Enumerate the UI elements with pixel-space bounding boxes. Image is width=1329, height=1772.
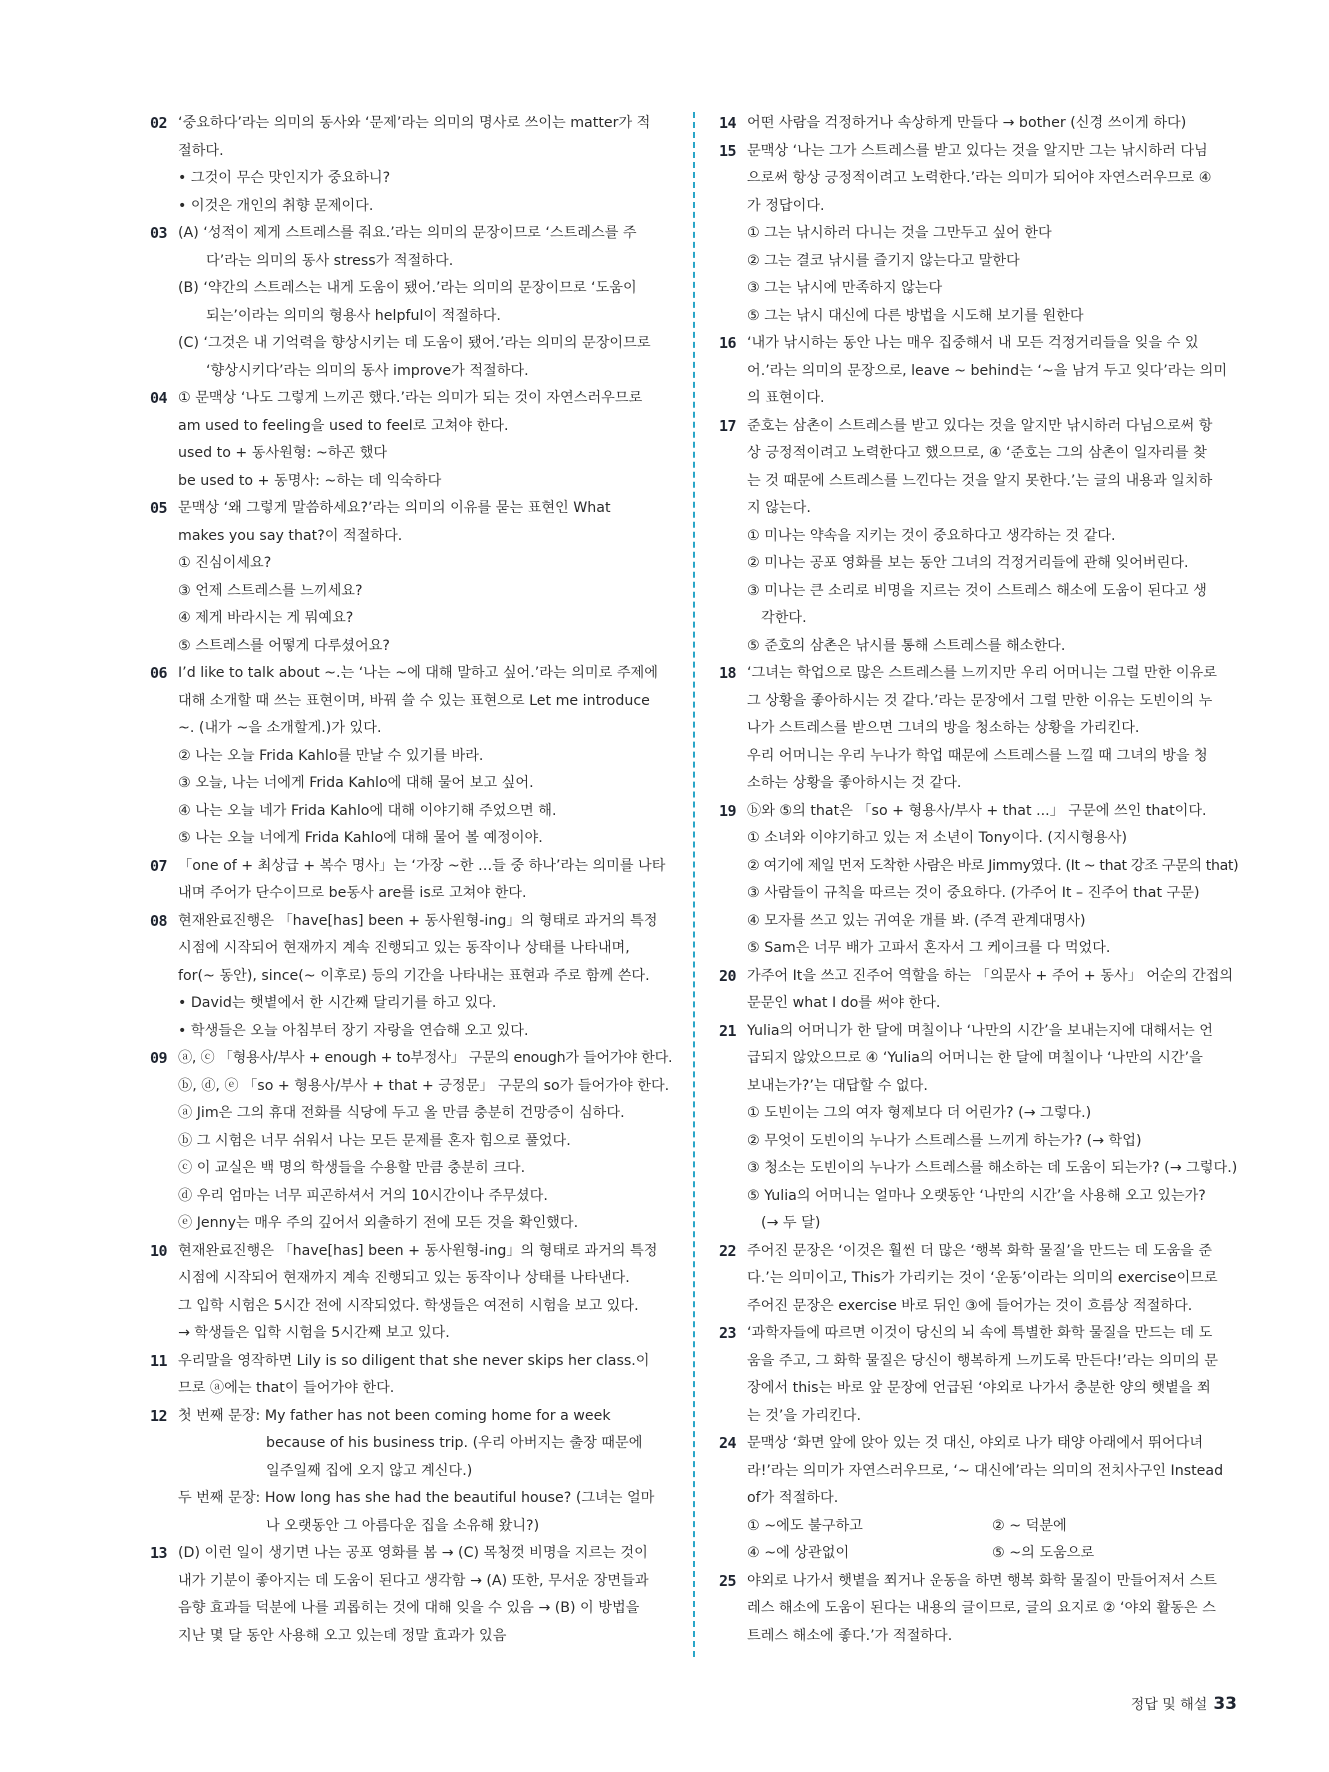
- explanation-line: 트레스 해소에 좋다.’가 적절하다.: [747, 1627, 953, 1644]
- explanation-line: 대해 소개할 때 쓰는 표현이며, 바꿔 쓸 수 있는 표현으로 Let me introduce: [178, 692, 650, 709]
- explanation-line: 장에서 this는 바로 앞 문장에 언급된 ‘야외로 나가서 충분한 양의 햇볕을 쬐: [747, 1380, 1211, 1396]
- answer-item: [150, 1348, 675, 1403]
- explanation-line: 현재완료진행은 「have[has] been + 동사원형-ing」의 형태로 과거의 특정: [178, 912, 658, 929]
- question-number: 21: [719, 1021, 737, 1040]
- explanation-line: 으로써 항상 긍정적이려고 노력한다.’라는 의미가 되어야 자연스러우므로 ④: [747, 170, 1212, 186]
- explanation-line: 주어진 문장은 exercise 바로 뒤인 ③에 들어가는 것이 흐름상 적절하다.: [747, 1297, 1193, 1314]
- explanation-line: ① 도빈이는 그의 여자 형제보다 더 어린가? (→ 그렇다.): [747, 1105, 1092, 1121]
- explanation-line: ⑤ 나는 오늘 너에게 Frida Kahlo에 대해 물어 볼 예정이야.: [178, 830, 543, 846]
- explanation-line: 소하는 상황을 좋아하시는 것 같다.: [747, 775, 962, 791]
- answer-item: [150, 1238, 675, 1348]
- explanation-line: ‘내가 낚시하는 동안 나는 매우 집중해서 내 모든 걱정거리들을 잊을 수 있: [747, 335, 1199, 351]
- explanation-line: ③ 미나는 큰 소리로 비명을 지르는 것이 스트레스 해소에 도움이 된다고 생: [747, 582, 1207, 599]
- question-number: 07: [150, 856, 168, 875]
- explanation-line: 문맥상 ‘나는 그가 스트레스를 받고 있다는 것을 알지만 그는 낚시하러 다님: [747, 142, 1208, 159]
- answer-item: [150, 385, 675, 495]
- answer-item: [150, 1045, 675, 1238]
- explanation-line: ⓑ 그 시험은 너무 쉬워서 나는 모든 문제를 혼자 힘으로 풀었다.: [178, 1132, 571, 1149]
- explanation-line: 되는’이라는 의미의 형용사 helpful이 적절하다.: [206, 307, 501, 324]
- explanation-line: 일주일째 집에 오지 않고 계신다.): [266, 1462, 473, 1479]
- explanation-line: 므로 ⓐ에는 that이 들어가야 한다.: [178, 1380, 395, 1396]
- explanation-line: because of his business trip. (우리 아버지는 출장 때문에: [266, 1435, 643, 1451]
- explanation-line: ② 미나는 공포 영화를 보는 동안 그녀의 걱정거리들에 관해 잊어버린다.: [747, 555, 1189, 571]
- answer-item: [150, 495, 675, 660]
- explanation-line: 두 번째 문장: How long has she had the beautiful house? (그녀는 얼마: [178, 1490, 655, 1506]
- explanation-line: ④ 나는 오늘 네가 Frida Kahlo에 대해 이야기해 주었으면 해.: [178, 802, 557, 819]
- explanation-line: ⑤ Yulia의 어머니는 얼마나 오랫동안 ‘나만의 시간’을 사용해 오고 있는가?: [747, 1187, 1206, 1204]
- explanation-line: (B) ‘약간의 스트레스는 내게 도움이 됐어.’라는 의미의 문장이므로 ‘도움이: [178, 280, 637, 296]
- explanation-line: 우리 어머니는 우리 누나가 학업 때문에 스트레스를 느낄 때 그녀의 방을 청: [747, 747, 1208, 764]
- explanation-line: ② 무엇이 도빈이의 누나가 스트레스를 느끼게 하는가? (→ 학업): [747, 1132, 1142, 1149]
- explanation-line: 보내는가?’는 대답할 수 없다.: [747, 1077, 928, 1094]
- answer-item: [150, 220, 675, 385]
- explanation-line: ⑤ 스트레스를 어떻게 다루셨어요?: [178, 637, 390, 654]
- explanation-line: ~. (내가 ~을 소개할게.)가 있다.: [178, 720, 382, 736]
- explanation-line: ‘과학자들에 따르면 이것이 당신의 뇌 속에 특별한 화학 물질을 만드는 데 도: [747, 1325, 1213, 1341]
- right-column: [719, 110, 1244, 1650]
- explanation-line: 현재완료진행은 「have[has] been + 동사원형-ing」의 형태로 과거의 특정: [178, 1242, 658, 1259]
- explanation-line: am used to feeling을 used to feel로 고쳐야 한다.: [178, 417, 509, 434]
- explanation-line: ② 그는 결코 낚시를 즐기지 않는다고 말한다: [747, 252, 1020, 269]
- question-number: 08: [150, 911, 168, 930]
- explanation-line: ‘그녀는 학업으로 많은 스트레스를 느끼지만 우리 어머니는 그럴 만한 이유로: [747, 665, 1217, 681]
- explanation-line: 움을 주고, 그 화학 물질은 당신이 행복하게 느끼도록 만든다!’라는 의미의 문: [747, 1352, 1218, 1369]
- question-number: 19: [719, 801, 737, 820]
- explanation-line: 야외로 나가서 햇볕을 쬐거나 운동을 하면 행복 화학 물질이 만들어져서 스트: [747, 1572, 1217, 1589]
- answer-item: [719, 963, 1244, 1018]
- answer-item: [150, 1540, 675, 1650]
- explanation-line: 절하다.: [178, 142, 224, 159]
- question-number: 14: [719, 114, 737, 132]
- explanation-line: makes you say that?이 적절하다.: [178, 527, 403, 544]
- explanation-line: ③ 그는 낚시에 만족하지 않는다: [747, 280, 943, 296]
- explanation-line: 각한다.: [761, 610, 807, 626]
- explanation-line: (C) ‘그것은 내 기억력을 향상시키는 데 도움이 됐어.’라는 의미의 문장이므로: [178, 335, 651, 351]
- explanation-line: ② 여기에 제일 먼저 도착한 사람은 바로 Jimmy였다. (It ~ that 강조 구문의 that): [747, 857, 1239, 874]
- option-item: ④ ~에 상관없이: [747, 1545, 850, 1561]
- explanation-line: ⓐ, ⓒ 「형용사/부사 + enough + to부정사」 구문의 enough가 들어가야 한다.: [178, 1050, 673, 1066]
- explanation-line: 다’라는 의미의 동사 stress가 적절하다.: [206, 252, 454, 269]
- explanation-line: 우리말을 영작하면 Lily is so diligent that she never skips her class.이: [178, 1352, 650, 1369]
- footer-label: 정답 및 해설: [1130, 1697, 1208, 1713]
- explanation-line: 는 것’을 가리킨다.: [747, 1407, 861, 1424]
- explanation-line: • David는 햇볕에서 한 시간째 달리기를 하고 있다.: [178, 995, 497, 1011]
- question-number: 09: [150, 1049, 168, 1067]
- explanation-line: ① 그는 낚시하러 다니는 것을 그만두고 싶어 한다: [747, 225, 1052, 241]
- explanation-line: ③ 사람들이 규칙을 따르는 것이 중요하다. (가주어 It – 진주어 that 구문): [747, 885, 1200, 901]
- explanation-line: ① 소녀와 이야기하고 있는 저 소년이 Tony이다. (지시형용사): [747, 830, 1127, 846]
- explanation-line: Yulia의 어머니가 한 달에 며칠이나 ‘나만의 시간’을 보내는지에 대해서는 언: [747, 1022, 1213, 1039]
- explanation-line: 는 것 때문에 스트레스를 느낀다는 것을 알지 못한다.’는 글의 내용과 일치하: [747, 472, 1213, 489]
- explanation-line: 어떤 사람을 걱정하거나 속상하게 만들다 → bother (신경 쓰이게 하다): [747, 115, 1187, 131]
- explanation-line: ⑤ 준호의 삼촌은 낚시를 통해 스트레스를 해소한다.: [747, 637, 1066, 654]
- explanation-line: 의 표현이다.: [747, 390, 825, 406]
- answer-item: [719, 110, 1244, 138]
- explanation-line: ④ 모자를 쓰고 있는 귀여운 개를 봐. (주격 관계대명사): [747, 912, 1086, 929]
- explanation-line: 「one of + 최상급 + 복수 명사」는 ‘가장 ~한 …들 중 하나’라는 의미를 나타: [178, 857, 666, 874]
- page-footer: [1131, 1694, 1237, 1714]
- column-divider: [693, 112, 695, 1657]
- explanation-line: ① 문맥상 ‘나도 그렇게 느끼곤 했다.’라는 의미가 되는 것이 자연스러우므로: [178, 390, 643, 406]
- explanation-line: (D) 이런 일이 생기면 나는 공포 영화를 봄 → (C) 목청껏 비명을 지르는 것이: [178, 1545, 648, 1561]
- question-number: 03: [150, 224, 168, 242]
- explanation-line: ‘향상시키다’라는 의미의 동사 improve가 적절하다.: [206, 362, 529, 379]
- question-number: 24: [719, 1434, 737, 1452]
- explanation-line: ④ 제게 바라시는 게 뭐예요?: [178, 610, 354, 626]
- answer-item: [719, 138, 1244, 331]
- explanation-line: 지난 몇 달 동안 사용해 오고 있는데 정말 효과가 있음: [178, 1627, 507, 1644]
- explanation-line: ⓑ와 ⑤의 that은 「so + 형용사/부사 + that ...」 구문에 쓰인 that이다.: [747, 802, 1207, 819]
- question-number: 18: [719, 664, 737, 682]
- explanation-line: • 이것은 개인의 취향 문제이다.: [178, 197, 374, 214]
- explanation-line: (A) ‘성적이 제게 스트레스를 줘요.’라는 의미의 문장이므로 ‘스트레스를 주: [178, 225, 637, 241]
- explanation-line: 첫 번째 문장: My father has not been coming home for a week: [178, 1407, 611, 1424]
- answer-item: [719, 1320, 1244, 1430]
- explanation-line: 레스 해소에 도움이 된다는 내용의 글이므로, 글의 요지로 ② ‘야외 활동은 스: [747, 1600, 1216, 1616]
- answer-item: [150, 853, 675, 908]
- explanation-line: ‘중요하다’라는 의미의 동사와 ‘문제’라는 의미의 명사로 쓰이는 matter가 적: [178, 115, 651, 131]
- explanation-line: 나가 스트레스를 받으면 그녀의 방을 청소하는 상황을 가리킨다.: [747, 720, 1140, 736]
- explanation-line: ② 나는 오늘 Frida Kahlo를 만날 수 있기를 바라.: [178, 747, 484, 764]
- explanation-line: ① 진심이세요?: [178, 555, 272, 571]
- explanation-line: 시점에 시작되어 현재까지 계속 진행되고 있는 동작이나 상태를 나타낸다.: [178, 1270, 630, 1286]
- question-number: 15: [719, 141, 737, 160]
- question-number: 12: [150, 1406, 168, 1425]
- explanation-line: I’d like to talk about ~.는 ‘나는 ~에 대해 말하고 싶어.’라는 의미로 주제에: [178, 665, 658, 681]
- explanation-line: 그 입학 시험은 5시간 전에 시작되었다. 학생들은 여전히 시험을 보고 있다.: [178, 1297, 639, 1314]
- explanation-line: • 학생들은 오늘 아침부터 장기 자랑을 연습해 오고 있다.: [178, 1022, 529, 1039]
- explanation-line: be used to + 동명사: ~하는 데 익숙하다: [178, 472, 442, 489]
- question-number: 25: [719, 1571, 737, 1590]
- explanation-line: 라!’라는 의미가 자연스러우므로, ‘~ 대신에’라는 의미의 전치사구인 Instead: [747, 1462, 1224, 1479]
- explanation-line: for(~ 동안), since(~ 이후로) 등의 기간을 나타내는 표현과 주로 함께 쓴다.: [178, 967, 650, 984]
- option-row: [747, 1540, 1244, 1568]
- explanation-line: ① 미나는 약속을 지키는 것이 중요하다고 생각하는 것 같다.: [747, 527, 1116, 544]
- explanation-line: 어.’라는 의미의 문장으로, leave ~ behind는 ‘~을 남겨 두고 잊다’라는 의미: [747, 362, 1228, 379]
- question-number: 23: [719, 1324, 737, 1342]
- answer-item: [150, 660, 675, 853]
- option-item: ⑤ ~의 도움으로: [992, 1545, 1095, 1561]
- explanation-line: 급되지 않았으므로 ④ ‘Yulia의 어머니는 한 달에 며칠이나 ‘나만의 시간’을: [747, 1050, 1203, 1066]
- explanation-line: ③ 언제 스트레스를 느끼세요?: [178, 582, 363, 599]
- answer-item: [719, 1430, 1244, 1568]
- explanation-line: ⑤ 그는 낚시 대신에 다른 방법을 시도해 보기를 원한다: [747, 307, 1084, 324]
- answer-item: [719, 1238, 1244, 1321]
- question-number: 20: [719, 966, 737, 985]
- answer-item: [719, 413, 1244, 661]
- explanation-line: of가 적절하다.: [747, 1490, 839, 1506]
- question-number: 13: [150, 1544, 168, 1562]
- answer-item: [150, 908, 675, 1046]
- question-number: 16: [719, 334, 737, 352]
- page-number: 33: [1213, 1694, 1237, 1714]
- question-number: 06: [150, 664, 168, 682]
- option-item: ② ~ 덕분에: [992, 1517, 1067, 1534]
- answer-item: [719, 798, 1244, 963]
- explanation-line: 가주어 It을 쓰고 진주어 역할을 하는 「의문사 + 주어 + 동사」 어순의 간접의: [747, 967, 1234, 984]
- explanation-line: ⓐ Jim은 그의 휴대 전화를 식당에 두고 올 만큼 충분히 건망증이 심하다.: [178, 1105, 625, 1121]
- explanation-line: 내가 기분이 좋아지는 데 도움이 된다고 생각함 → (A) 또한, 무서운 장면들과: [178, 1572, 649, 1589]
- explanation-line: ⓓ 우리 엄마는 너무 피곤하셔서 거의 10시간이나 주무셨다.: [178, 1187, 548, 1204]
- explanation-line: 준호는 삼촌이 스트레스를 받고 있다는 것을 알지만 낚시하러 다님으로써 항: [747, 417, 1213, 434]
- answer-item: [719, 330, 1244, 413]
- explanation-line: ⓒ 이 교실은 백 명의 학생들을 수용할 만큼 충분히 크다.: [178, 1160, 526, 1176]
- answer-item: [719, 660, 1244, 798]
- explanation-line: 문맥상 ‘화면 앞에 앉아 있는 것 대신, 야외로 나가 태양 아래에서 뛰어다녀: [747, 1435, 1204, 1451]
- explanation-line: 그 상황을 좋아하시는 것 같다.’라는 문장에서 그럴 만한 이유는 도빈이의 누: [747, 692, 1213, 709]
- explanation-line: 시점에 시작되어 현재까지 계속 진행되고 있는 동작이나 상태를 나타내며,: [178, 940, 630, 956]
- question-number: 05: [150, 499, 168, 517]
- question-number: 10: [150, 1241, 168, 1260]
- explanation-line: 내며 주어가 단수이므로 be동사 are를 is로 고쳐야 한다.: [178, 885, 527, 901]
- explanation-line: → 학생들은 입학 시험을 5시간째 보고 있다.: [178, 1325, 450, 1341]
- left-column: [150, 110, 675, 1650]
- explanation-line: • 그것이 무슨 맛인지가 중요하니?: [178, 170, 391, 186]
- explanation-line: 문문인 what I do를 써야 한다.: [747, 995, 941, 1011]
- answer-item: [719, 1018, 1244, 1238]
- explanation-line: 음향 효과들 덕분에 나를 괴롭히는 것에 대해 잊을 수 있음 → (B) 이 방법을: [178, 1600, 640, 1616]
- explanation-line: ③ 오늘, 나는 너에게 Frida Kahlo에 대해 물어 보고 싶어.: [178, 775, 534, 791]
- explanation-line: 다.’는 의미이고, This가 가리키는 것이 ‘운동’이라는 의미의 exercise이므로: [747, 1270, 1218, 1286]
- question-number: 04: [150, 389, 168, 407]
- explanation-line: ③ 청소는 도빈이의 누나가 스트레스를 해소하는 데 도움이 되는가? (→ 그렇다.): [747, 1160, 1238, 1176]
- explanation-line: (→ 두 달): [761, 1215, 821, 1231]
- question-number: 22: [719, 1241, 737, 1260]
- explanation-line: 나 오랫동안 그 아름다운 집을 소유해 왔니?): [266, 1517, 540, 1534]
- explanation-line: 상 긍정적이려고 노력한다고 했으므로, ④ ‘준호는 그의 삼촌이 일자리를 찾: [747, 445, 1207, 461]
- explanation-line: ⑤ Sam은 너무 배가 고파서 혼자서 그 케이크를 다 먹었다.: [747, 940, 1111, 956]
- question-number: 02: [150, 114, 168, 132]
- option-item: ① ~에도 불구하고: [747, 1517, 863, 1534]
- explanation-line: 주어진 문장은 ‘이것은 훨씬 더 많은 ‘행복 화학 물질’을 만드는 데 도움을 준: [747, 1242, 1213, 1259]
- answer-item: [719, 1568, 1244, 1651]
- explanation-line: ⓑ, ⓓ, ⓔ 「so + 형용사/부사 + that + 긍정문」 구문의 so가 들어가야 한다.: [178, 1077, 670, 1094]
- option-row: [747, 1513, 1244, 1541]
- explanation-line: 가 정답이다.: [747, 197, 825, 214]
- answer-item: [150, 110, 675, 220]
- explanation-line: used to + 동사원형: ~하곤 했다: [178, 445, 388, 461]
- explanation-line: ⓔ Jenny는 매우 주의 깊어서 외출하기 전에 모든 것을 확인했다.: [178, 1215, 579, 1231]
- explanation-line: 문맥상 ‘왜 그렇게 말씀하세요?’라는 의미의 이유를 묻는 표현인 What: [178, 500, 611, 516]
- question-number: 11: [150, 1351, 168, 1370]
- answer-item: [150, 1403, 675, 1541]
- explanation-line: 지 않는다.: [747, 500, 811, 516]
- question-number: 17: [719, 416, 737, 435]
